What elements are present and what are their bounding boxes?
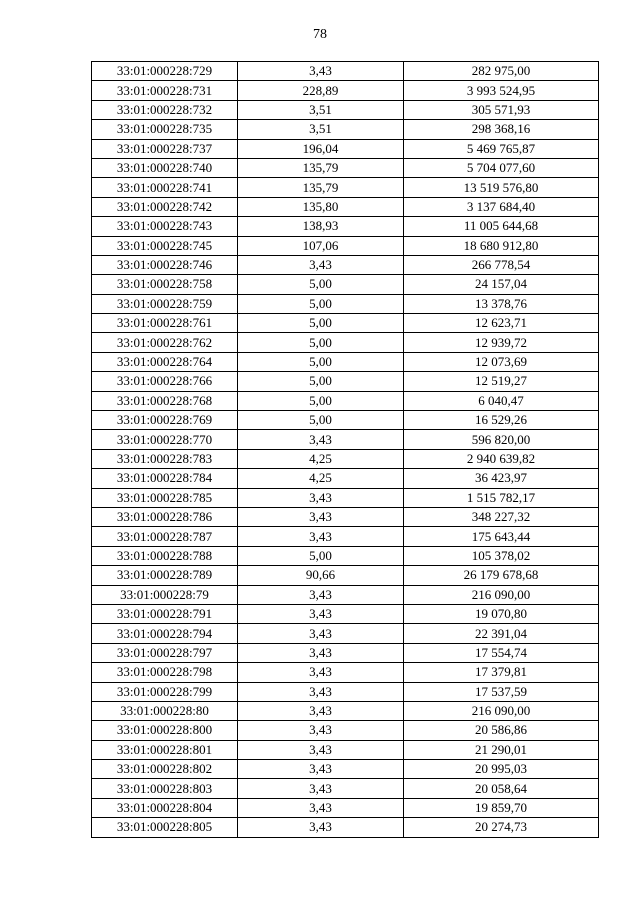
ratio-cell: 5,00 <box>238 275 404 294</box>
value-cell: 5 469 765,87 <box>404 139 599 158</box>
table-row <box>92 391 599 410</box>
ratio-cell: 3,43 <box>238 430 404 449</box>
page-number: 78 <box>313 27 327 42</box>
table-row <box>92 158 599 177</box>
table-row <box>92 798 599 817</box>
value-cell: 19 859,70 <box>404 798 599 817</box>
value-cell: 20 586,86 <box>404 721 599 740</box>
value-cell: 2 940 639,82 <box>404 449 599 468</box>
value-cell: 11 005 644,68 <box>404 217 599 236</box>
ratio-cell: 3,43 <box>238 663 404 682</box>
cadastral-number-cell: 33:01:000228:741 <box>92 178 238 197</box>
value-cell: 216 090,00 <box>404 585 599 604</box>
ratio-cell: 3,43 <box>238 255 404 274</box>
ratio-cell: 107,06 <box>238 236 404 255</box>
ratio-cell: 196,04 <box>238 139 404 158</box>
value-cell: 21 290,01 <box>404 740 599 759</box>
table-row <box>92 779 599 798</box>
ratio-cell: 3,43 <box>238 779 404 798</box>
ratio-cell: 135,79 <box>238 178 404 197</box>
ratio-cell: 3,43 <box>238 624 404 643</box>
table-row <box>92 682 599 701</box>
cadastral-number-cell: 33:01:000228:761 <box>92 314 238 333</box>
value-cell: 13 378,76 <box>404 294 599 313</box>
ratio-cell: 3,43 <box>238 818 404 837</box>
cadastral-number-cell: 33:01:000228:783 <box>92 449 238 468</box>
ratio-cell: 5,00 <box>238 391 404 410</box>
ratio-cell: 3,43 <box>238 507 404 526</box>
table-row <box>92 275 599 294</box>
cadastral-number-cell: 33:01:000228:787 <box>92 527 238 546</box>
table-row <box>92 217 599 236</box>
table-row <box>92 255 599 274</box>
table-row <box>92 663 599 682</box>
cadastral-number-cell: 33:01:000228:800 <box>92 721 238 740</box>
table-row <box>92 469 599 488</box>
ratio-cell: 3,43 <box>238 488 404 507</box>
table-body <box>92 62 599 838</box>
table-row <box>92 624 599 643</box>
table-row <box>92 701 599 720</box>
ratio-cell: 5,00 <box>238 294 404 313</box>
value-cell: 3 137 684,40 <box>404 197 599 216</box>
table-row <box>92 81 599 100</box>
ratio-cell: 3,43 <box>238 682 404 701</box>
table-row <box>92 527 599 546</box>
table-row <box>92 294 599 313</box>
value-cell: 105 378,02 <box>404 546 599 565</box>
cadastral-number-cell: 33:01:000228:768 <box>92 391 238 410</box>
table-row <box>92 411 599 430</box>
value-cell: 24 157,04 <box>404 275 599 294</box>
cadastral-number-cell: 33:01:000228:764 <box>92 352 238 371</box>
cadastral-number-cell: 33:01:000228:729 <box>92 62 238 81</box>
ratio-cell: 3,43 <box>238 585 404 604</box>
value-cell: 12 073,69 <box>404 352 599 371</box>
ratio-cell: 5,00 <box>238 546 404 565</box>
cadastral-number-cell: 33:01:000228:789 <box>92 566 238 585</box>
table-row <box>92 740 599 759</box>
value-cell: 26 179 678,68 <box>404 566 599 585</box>
cadastral-number-cell: 33:01:000228:770 <box>92 430 238 449</box>
table-row <box>92 643 599 662</box>
cadastral-number-cell: 33:01:000228:80 <box>92 701 238 720</box>
value-cell: 3 993 524,95 <box>404 81 599 100</box>
cadastral-number-cell: 33:01:000228:743 <box>92 217 238 236</box>
table-row <box>92 585 599 604</box>
value-cell: 6 040,47 <box>404 391 599 410</box>
cadastral-number-cell: 33:01:000228:762 <box>92 333 238 352</box>
value-cell: 298 368,16 <box>404 120 599 139</box>
ratio-cell: 138,93 <box>238 217 404 236</box>
cadastral-number-cell: 33:01:000228:803 <box>92 779 238 798</box>
value-cell: 175 643,44 <box>404 527 599 546</box>
ratio-cell: 3,43 <box>238 740 404 759</box>
cadastral-number-cell: 33:01:000228:801 <box>92 740 238 759</box>
table-row <box>92 507 599 526</box>
value-cell: 282 975,00 <box>404 62 599 81</box>
ratio-cell: 3,43 <box>238 721 404 740</box>
value-cell: 20 058,64 <box>404 779 599 798</box>
cadastral-table <box>91 61 599 838</box>
ratio-cell: 90,66 <box>238 566 404 585</box>
cadastral-number-cell: 33:01:000228:788 <box>92 546 238 565</box>
table-row <box>92 430 599 449</box>
table-row <box>92 818 599 837</box>
value-cell: 5 704 077,60 <box>404 158 599 177</box>
ratio-cell: 135,80 <box>238 197 404 216</box>
value-cell: 16 529,26 <box>404 411 599 430</box>
cadastral-number-cell: 33:01:000228:784 <box>92 469 238 488</box>
value-cell: 18 680 912,80 <box>404 236 599 255</box>
cadastral-number-cell: 33:01:000228:791 <box>92 604 238 623</box>
value-cell: 1 515 782,17 <box>404 488 599 507</box>
value-cell: 13 519 576,80 <box>404 178 599 197</box>
cadastral-number-cell: 33:01:000228:745 <box>92 236 238 255</box>
ratio-cell: 5,00 <box>238 352 404 371</box>
table-row <box>92 314 599 333</box>
value-cell: 305 571,93 <box>404 100 599 119</box>
ratio-cell: 4,25 <box>238 449 404 468</box>
ratio-cell: 3,43 <box>238 701 404 720</box>
cadastral-number-cell: 33:01:000228:742 <box>92 197 238 216</box>
cadastral-number-cell: 33:01:000228:794 <box>92 624 238 643</box>
table-row <box>92 178 599 197</box>
cadastral-number-cell: 33:01:000228:802 <box>92 760 238 779</box>
table-row <box>92 449 599 468</box>
ratio-cell: 5,00 <box>238 333 404 352</box>
value-cell: 17 379,81 <box>404 663 599 682</box>
cadastral-number-cell: 33:01:000228:758 <box>92 275 238 294</box>
cadastral-number-cell: 33:01:000228:759 <box>92 294 238 313</box>
value-cell: 266 778,54 <box>404 255 599 274</box>
cadastral-number-cell: 33:01:000228:740 <box>92 158 238 177</box>
value-cell: 22 391,04 <box>404 624 599 643</box>
table-row <box>92 604 599 623</box>
ratio-cell: 3,43 <box>238 643 404 662</box>
value-cell: 17 537,59 <box>404 682 599 701</box>
cadastral-number-cell: 33:01:000228:79 <box>92 585 238 604</box>
value-cell: 12 519,27 <box>404 372 599 391</box>
value-cell: 19 070,80 <box>404 604 599 623</box>
table-row <box>92 139 599 158</box>
ratio-cell: 228,89 <box>238 81 404 100</box>
cadastral-number-cell: 33:01:000228:737 <box>92 139 238 158</box>
value-cell: 17 554,74 <box>404 643 599 662</box>
cadastral-number-cell: 33:01:000228:732 <box>92 100 238 119</box>
ratio-cell: 3,43 <box>238 798 404 817</box>
value-cell: 216 090,00 <box>404 701 599 720</box>
cadastral-number-cell: 33:01:000228:799 <box>92 682 238 701</box>
table-row <box>92 488 599 507</box>
ratio-cell: 3,51 <box>238 120 404 139</box>
cadastral-number-cell: 33:01:000228:766 <box>92 372 238 391</box>
ratio-cell: 3,43 <box>238 62 404 81</box>
cadastral-number-cell: 33:01:000228:785 <box>92 488 238 507</box>
ratio-cell: 4,25 <box>238 469 404 488</box>
table-row <box>92 566 599 585</box>
table-row <box>92 120 599 139</box>
value-cell: 12 623,71 <box>404 314 599 333</box>
cadastral-number-cell: 33:01:000228:804 <box>92 798 238 817</box>
value-cell: 36 423,97 <box>404 469 599 488</box>
ratio-cell: 135,79 <box>238 158 404 177</box>
table-row <box>92 100 599 119</box>
ratio-cell: 3,51 <box>238 100 404 119</box>
ratio-cell: 3,43 <box>238 604 404 623</box>
cadastral-number-cell: 33:01:000228:786 <box>92 507 238 526</box>
table-row <box>92 236 599 255</box>
ratio-cell: 5,00 <box>238 314 404 333</box>
table-row <box>92 760 599 779</box>
table-row <box>92 546 599 565</box>
cadastral-number-cell: 33:01:000228:805 <box>92 818 238 837</box>
value-cell: 348 227,32 <box>404 507 599 526</box>
value-cell: 20 995,03 <box>404 760 599 779</box>
cadastral-number-cell: 33:01:000228:797 <box>92 643 238 662</box>
value-cell: 596 820,00 <box>404 430 599 449</box>
cadastral-number-cell: 33:01:000228:735 <box>92 120 238 139</box>
ratio-cell: 3,43 <box>238 760 404 779</box>
value-cell: 12 939,72 <box>404 333 599 352</box>
cadastral-number-cell: 33:01:000228:746 <box>92 255 238 274</box>
table-row <box>92 197 599 216</box>
cadastral-number-cell: 33:01:000228:769 <box>92 411 238 430</box>
table-row <box>92 721 599 740</box>
table-row <box>92 372 599 391</box>
ratio-cell: 3,43 <box>238 527 404 546</box>
ratio-cell: 5,00 <box>238 372 404 391</box>
table-row <box>92 352 599 371</box>
table-row <box>92 62 599 81</box>
cadastral-number-cell: 33:01:000228:798 <box>92 663 238 682</box>
value-cell: 20 274,73 <box>404 818 599 837</box>
table-row <box>92 333 599 352</box>
cadastral-number-cell: 33:01:000228:731 <box>92 81 238 100</box>
ratio-cell: 5,00 <box>238 411 404 430</box>
